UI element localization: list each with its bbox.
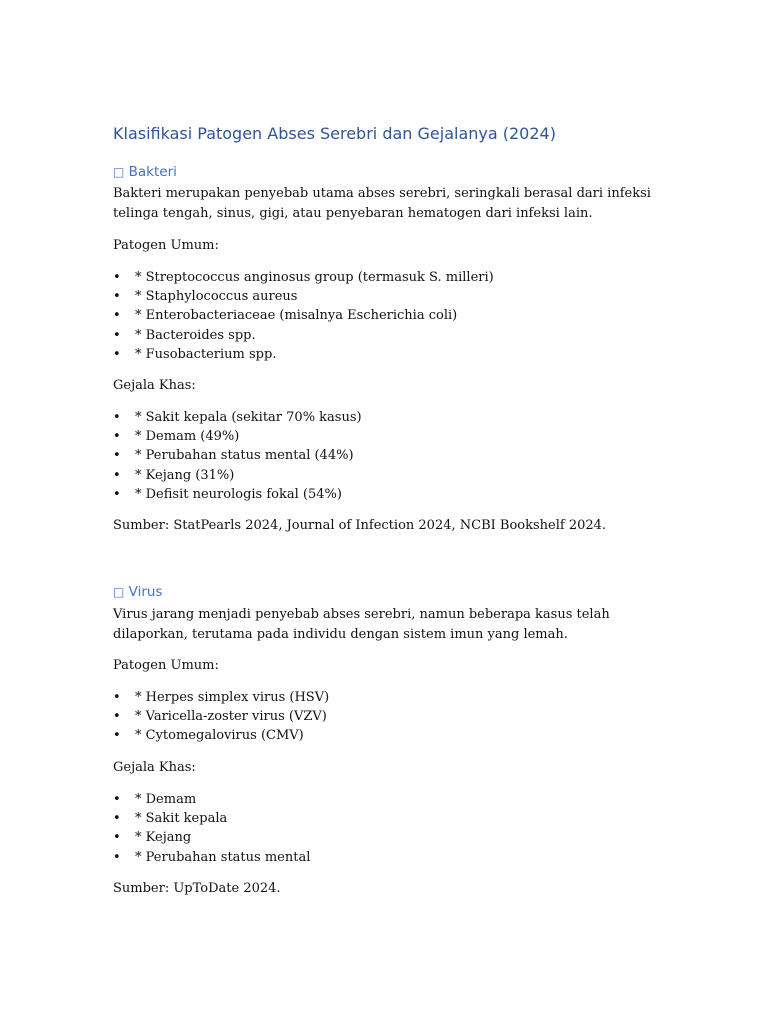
section-heading-virus [113, 584, 162, 600]
list-item: • * Demam [113, 790, 310, 809]
bullet-icon: • [113, 270, 121, 285]
list-item: • * Herpes simplex virus (HSV) [113, 688, 329, 707]
list-item: • * Kejang (31%) [113, 466, 362, 485]
bullet-icon: • [113, 728, 121, 744]
bullet-icon: • [113, 830, 121, 846]
list-item: • * Sakit kepala [113, 809, 310, 828]
list-item: • * Defisit neurologis fokal (54%) [113, 485, 362, 504]
list-item: • * Staphylococcus aureus [113, 287, 494, 306]
symptom-list [113, 790, 310, 867]
pathogen-list [113, 688, 329, 746]
bullet-icon: • [113, 327, 121, 343]
pathogen-list [113, 268, 494, 364]
list-item: • * Demam (49%) [113, 427, 362, 446]
section-heading-bakteri [113, 164, 177, 180]
list-item: • * Varicella-zoster virus (VZV) [113, 707, 329, 726]
list-item: • * Enterobacteriaceae (misalnya Escherichia coli) [113, 306, 494, 325]
list-item: • * Bacteroides spp. [113, 326, 494, 345]
list-item: • * Sakit kepala (sekitar 70% kasus) [113, 408, 362, 427]
source-citation: Sumber: UpToDate 2024. [113, 881, 281, 896]
bullet-icon: • [113, 308, 121, 324]
bullet-icon: • [113, 849, 121, 865]
source-citation: Sumber: StatPearls 2024, Journal of Infection 2024, NCBI Bookshelf 2024. [113, 518, 607, 533]
missing-glyph-icon: □ [113, 585, 125, 599]
bullet-icon: • [113, 448, 121, 464]
symptom-list [113, 408, 362, 504]
bullet-icon: • [113, 709, 121, 725]
bullet-icon: • [113, 289, 121, 305]
bullet-icon: • [113, 410, 121, 425]
list-item: • * Streptococcus anginosus group (termasuk S. milleri) [113, 268, 494, 287]
bullet-icon: • [113, 690, 121, 705]
missing-glyph-icon: □ [113, 165, 125, 179]
section-heading-label: Virus [128, 584, 163, 600]
pathogens-label: Patogen Umum: [113, 658, 219, 673]
section-intro: Virus jarang menjadi penyebab abses serebri, namun beberapa kasus telah dilaporkan, terutama pada individu dengan sistem imun yang lemah. [113, 607, 610, 642]
list-item: • * Cytomegalovirus (CMV) [113, 726, 329, 745]
bullet-icon: • [113, 792, 121, 807]
page-title: Klasifikasi Patogen Abses Serebri dan Gejalanya (2024) [113, 124, 556, 143]
pathogens-label: Patogen Umum: [113, 238, 219, 253]
section-heading-label: Bakteri [128, 164, 177, 180]
bullet-icon: • [113, 467, 121, 483]
list-item: • * Kejang [113, 828, 310, 847]
symptoms-label: Gejala Khas: [113, 378, 196, 393]
bullet-icon: • [113, 429, 121, 445]
bullet-icon: • [113, 486, 121, 502]
list-item: • * Perubahan status mental (44%) [113, 446, 362, 465]
bullet-icon: • [113, 811, 121, 827]
list-item: • * Fusobacterium spp. [113, 345, 494, 364]
symptoms-label: Gejala Khas: [113, 760, 196, 775]
section-intro: Bakteri merupakan penyebab utama abses serebri, seringkali berasal dari infeksi telinga tengah, sinus, gigi, atau penyebaran hematogen dari infeksi lain. [113, 186, 651, 221]
bullet-icon: • [113, 346, 121, 362]
list-item: • * Perubahan status mental [113, 848, 310, 867]
